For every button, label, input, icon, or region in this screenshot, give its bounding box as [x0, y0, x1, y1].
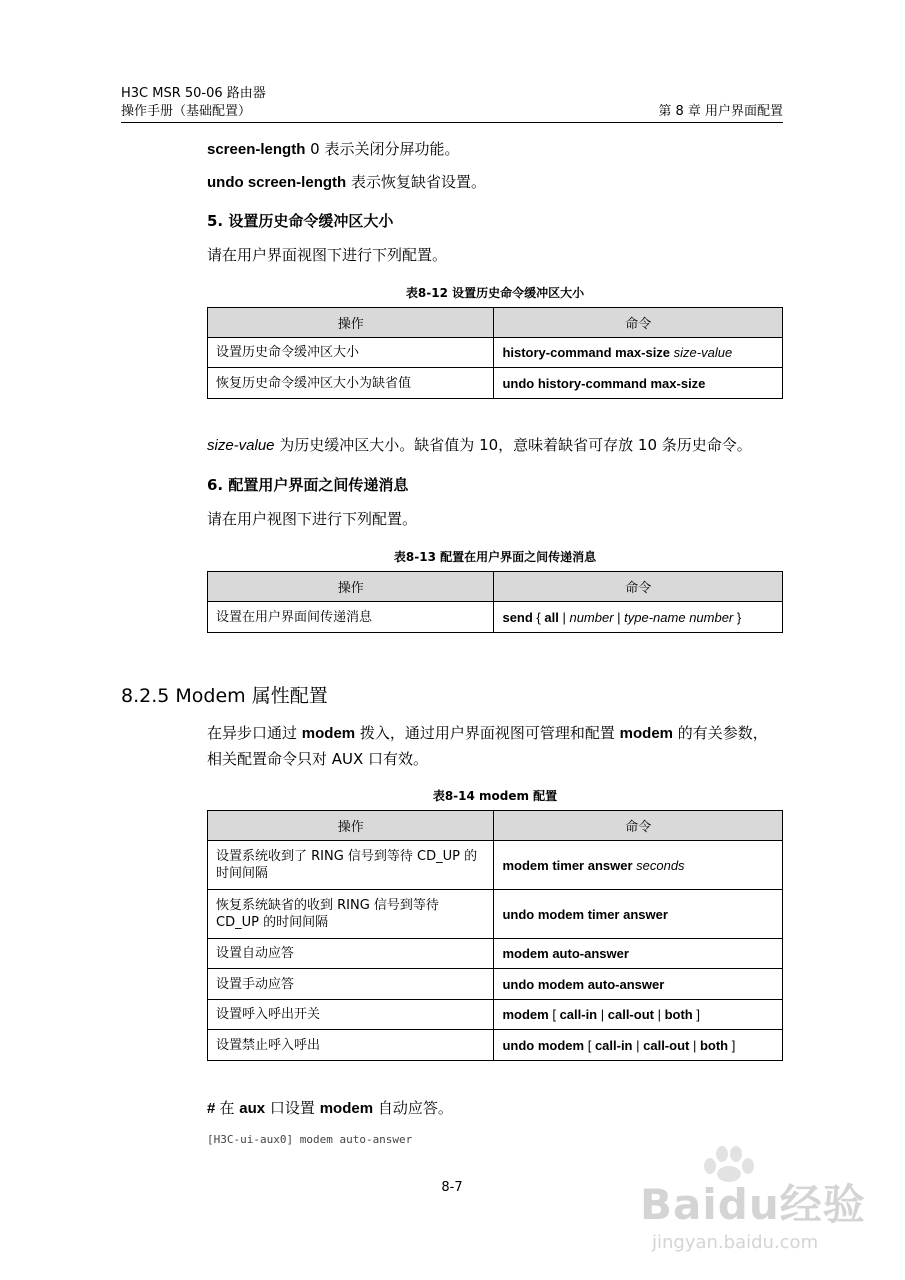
- baidu-watermark: [640, 1142, 875, 1262]
- cmd-syntax: [: [584, 1037, 595, 1053]
- operation-cell: 设置在用户界面间传递消息: [208, 602, 494, 633]
- paragraph-text: 口设置: [265, 1099, 320, 1117]
- code-example: [H3C-ui-aux0] modem auto-answer: [207, 1133, 413, 1146]
- cmd-syntax: {: [532, 609, 545, 625]
- paragraph-text: 拨入，通过用户界面视图可管理和配置: [355, 724, 620, 742]
- cmd-syntax: |: [558, 609, 570, 625]
- cmd-argument: number: [569, 609, 614, 625]
- cmd-syntax: |: [613, 609, 625, 625]
- paragraph-text: 为历史缓冲区大小。缺省值为 10，意味着缺省可存放 10 条历史命令。: [274, 436, 752, 454]
- column-header-operation: 操作: [208, 811, 494, 841]
- command-cell: undo modem timer answer: [494, 890, 783, 939]
- table-8-12: [207, 307, 783, 399]
- command-cell: [494, 602, 783, 633]
- operation-cell: 恢复历史命令缓冲区大小为缺省值: [208, 368, 494, 399]
- table-row: [208, 602, 783, 633]
- cmd-keyword: both: [664, 1007, 693, 1022]
- command-cell: [494, 1030, 783, 1061]
- command-cell: [494, 338, 783, 368]
- paragraph-text: 自动应答。: [373, 1099, 453, 1117]
- paragraph-text: 0 表示关闭分屏功能。: [305, 140, 460, 158]
- table-row: [208, 890, 783, 939]
- operation-cell: [208, 890, 494, 939]
- cmd-keyword: screen-length: [207, 141, 306, 158]
- table-row: [208, 969, 783, 1000]
- section-title: 8.2.5 Modem 属性配置: [121, 685, 328, 707]
- operation-cell: 设置自动应答: [208, 939, 494, 969]
- operation-cell: 设置禁止呼入呼出: [208, 1030, 494, 1061]
- paragraph-intro-6: 请在用户视图下进行下列配置。: [207, 510, 418, 528]
- paragraph-modem-line2: 相关配置命令只对 AUX 口有效。: [207, 750, 429, 768]
- cmd-keyword: call-out: [643, 1037, 690, 1053]
- operation-cell: 设置历史命令缓冲区大小: [208, 338, 494, 368]
- cmd-keyword: call-out: [607, 1007, 654, 1022]
- cmd-syntax: }: [733, 609, 742, 625]
- table-8-14: [207, 810, 783, 1061]
- table-row: [208, 1000, 783, 1030]
- header-product: H3C MSR 50-06 路由器: [121, 86, 266, 101]
- cmd-syntax: ]: [692, 1007, 700, 1022]
- operation-cell: 设置手动应答: [208, 969, 494, 1000]
- column-header-operation: 操作: [208, 308, 494, 338]
- paragraph-intro-5: 请在用户界面视图下进行下列配置。: [207, 246, 448, 264]
- command-cell: undo modem auto-answer: [494, 969, 783, 1000]
- operation-cell: 设置呼入呼出开关: [208, 1000, 494, 1030]
- table-row: [208, 939, 783, 969]
- table-header-row: [208, 811, 783, 841]
- cmd-argument: size-value: [207, 437, 275, 454]
- paragraph-text: 在异步口通过: [207, 724, 302, 742]
- example-caption: [207, 1097, 453, 1120]
- cmd-argument: type-name number: [624, 609, 734, 625]
- cmd-syntax: |: [653, 1007, 665, 1022]
- cmd-argument: seconds: [636, 857, 685, 873]
- cmd-keyword: modem: [502, 1007, 549, 1022]
- table-8-13: [207, 571, 783, 633]
- cmd-keyword: history-command max-size: [502, 345, 674, 360]
- paragraph-size-value: [207, 434, 752, 457]
- paragraph-text: 的有关参数，: [673, 724, 768, 742]
- example-hash: #: [207, 1100, 220, 1117]
- table-row: [208, 841, 783, 890]
- cmd-keyword: undo screen-length: [207, 174, 347, 191]
- page-number: 8-7: [441, 1180, 463, 1195]
- column-header-command: 命令: [494, 572, 783, 602]
- table-row: [208, 368, 783, 399]
- heading-history-buffer: 5. 设置历史命令缓冲区大小: [207, 212, 394, 230]
- header-rule: [121, 122, 783, 123]
- table-8-14-caption: 表8-14 modem 配置: [432, 789, 558, 803]
- command-cell: modem auto-answer: [494, 939, 783, 969]
- operation-line: CD_UP 的时间间隔: [216, 915, 329, 930]
- cmd-keyword: both: [699, 1037, 729, 1053]
- table-8-12-caption: 表8-12 设置历史命令缓冲区大小: [405, 286, 585, 300]
- command-cell: [494, 841, 783, 890]
- cmd-keyword: modem timer answer: [502, 857, 637, 873]
- watermark-brand: Baidu经验: [640, 1180, 866, 1229]
- paragraph-screen-length: [207, 138, 459, 161]
- operation-line: 时间间隔: [216, 866, 269, 881]
- table-row: [208, 338, 783, 368]
- cmd-keyword: aux: [239, 1100, 266, 1117]
- operation-line: 设置系统收到了 RING 信号到等待 CD_UP 的: [216, 849, 478, 864]
- operation-cell: [208, 841, 494, 890]
- cmd-keyword: modem: [319, 1100, 374, 1117]
- paragraph-text: 表示恢复缺省设置。: [346, 173, 486, 191]
- cmd-keyword: undo modem: [502, 1037, 585, 1053]
- cmd-keyword: modem: [619, 725, 674, 742]
- operation-line: 恢复系统缺省的收到 RING 信号到等待: [216, 898, 439, 913]
- header-manual: 操作手册（基础配置）: [121, 104, 252, 119]
- cmd-keyword: modem: [301, 725, 356, 742]
- cmd-argument: size-value: [673, 345, 733, 360]
- header-chapter: 第 8 章 用户界面配置: [658, 104, 783, 119]
- table-header-row: [208, 308, 783, 338]
- paragraph-text: 在: [219, 1099, 240, 1117]
- paragraph-modem-line1: [207, 722, 768, 745]
- cmd-syntax: |: [689, 1037, 700, 1053]
- cmd-keyword: call-in: [594, 1037, 633, 1053]
- watermark-url: jingyan.baidu.com: [652, 1232, 819, 1253]
- cmd-keyword: call-in: [559, 1007, 598, 1022]
- column-header-command: 命令: [494, 811, 783, 841]
- column-header-operation: 操作: [208, 572, 494, 602]
- heading-send-message: 6. 配置用户界面之间传递消息: [207, 476, 409, 494]
- cmd-syntax: |: [597, 1007, 608, 1022]
- paragraph-undo-screen-length: [207, 171, 486, 194]
- table-header-row: [208, 572, 783, 602]
- cmd-keyword: send: [502, 609, 533, 625]
- cmd-syntax: ]: [728, 1037, 736, 1053]
- table-row: [208, 1030, 783, 1061]
- command-cell: undo history-command max-size: [494, 368, 783, 399]
- column-header-command: 命令: [494, 308, 783, 338]
- cmd-syntax: |: [632, 1037, 644, 1053]
- command-cell: [494, 1000, 783, 1030]
- cmd-keyword: all: [544, 609, 559, 625]
- table-8-13-caption: 表8-13 配置在用户界面之间传递消息: [393, 550, 597, 564]
- cmd-syntax: [: [548, 1007, 560, 1022]
